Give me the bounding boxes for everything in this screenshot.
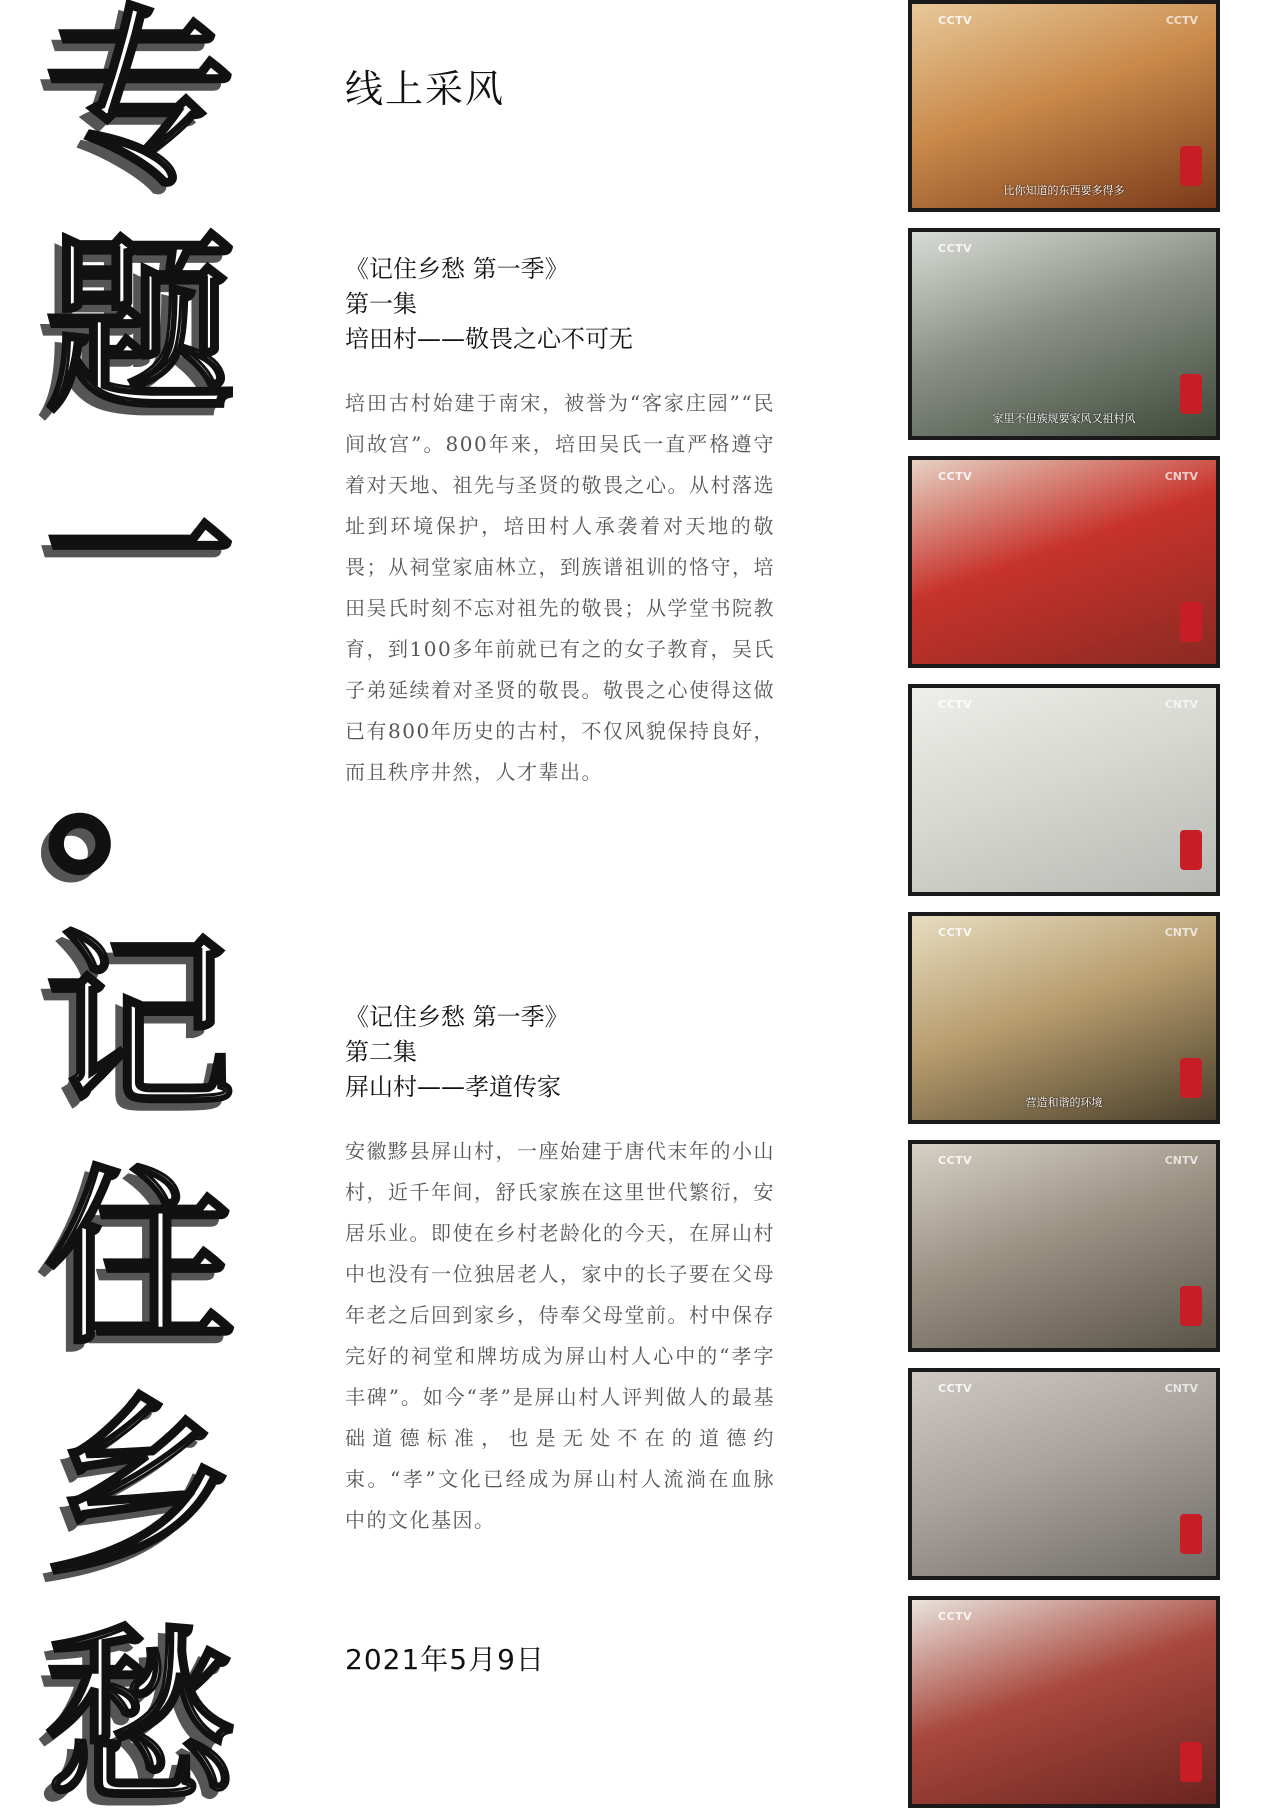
cctv-logo: CCTV	[938, 926, 973, 939]
cctv-logo: CCTV	[938, 242, 973, 255]
series-name: 《记住乡愁 第一季》	[345, 255, 569, 283]
video-thumbnail[interactable]	[908, 1596, 1220, 1808]
program-seal-icon	[1180, 830, 1202, 870]
episode-description: 培田古村始建于南宋，被誉为“客家庄园”“民间故宫”。800年来，培田吴氏一直严格遵守着对天地、祖先与圣贤的敬畏之心。从村落选址到环境保护，培田村人承袭着对天地的敬畏；从祠堂家庙林立，到族谱祖训的恪守，培田吴氏时刻不忘对祖先的敬畏；从学堂书院教育，到100多年前就已有之的女子教育，吴氏子弟延续着对圣贤的敬畏。敬畏之心使得这做已有800年历史的古村，不仅风貌保持良好，而且秩序井然，人才辈出。	[345, 391, 775, 784]
video-thumbnail[interactable]	[908, 228, 1220, 440]
title-char: 住	[44, 1149, 235, 1370]
video-thumbnail[interactable]	[908, 1368, 1220, 1580]
title-char: 乡	[44, 1379, 235, 1600]
program-seal-icon	[1180, 374, 1202, 414]
title-char: 题	[44, 217, 235, 438]
cntv-logo: CNTV	[1164, 1154, 1198, 1167]
cctv-logo: CCTV	[938, 698, 973, 711]
episode-title	[345, 252, 775, 357]
video-thumbnail[interactable]	[908, 0, 1220, 212]
episode-subtitle: 培田村——敬畏之心不可无	[345, 325, 633, 353]
vertical-title	[20, 0, 240, 1811]
video-thumbnail[interactable]	[908, 1140, 1220, 1352]
cntv-logo: CCTV	[1165, 14, 1198, 27]
title-char: 。	[44, 679, 235, 900]
program-seal-icon	[1180, 1742, 1202, 1782]
title-char: 记	[44, 914, 235, 1135]
cntv-logo: CNTV	[1164, 926, 1198, 939]
cntv-logo: CNTV	[1164, 698, 1198, 711]
program-seal-icon	[1180, 1286, 1202, 1326]
title-char: 一	[44, 445, 235, 666]
publish-date: 2021年5月9日	[345, 1643, 545, 1676]
video-thumbnail[interactable]	[908, 456, 1220, 668]
cctv-logo: CCTV	[938, 1610, 973, 1623]
episode-description: 安徽黟县屏山村，一座始建于唐代末年的小山村，近千年间，舒氏家族在这里世代繁衍，安居乐业。即使在乡村老龄化的今天，在屏山村中也没有一位独居老人，家中的长子要在父母年老之后回到家乡，侍奉父母堂前。村中保存完好的祠堂和牌坊成为屏山村人心中的“孝字丰碑”。如今“孝”是屏山村人评判做人的最基础道德标准，也是无处不在的道德约束。“孝”文化已经成为屏山村人流淌在血脉中的文化基因。	[345, 1139, 775, 1532]
video-caption: 营造和谐的环境	[1025, 1096, 1103, 1109]
cctv-logo: CCTV	[938, 14, 973, 27]
episode-number: 第一集	[345, 290, 417, 318]
video-caption: 比你知道的东西要多得多	[1003, 184, 1125, 197]
title-char: 专	[44, 0, 235, 210]
episode-block	[345, 252, 775, 793]
video-thumbnail[interactable]	[908, 912, 1220, 1124]
series-name: 《记住乡愁 第一季》	[345, 1003, 569, 1031]
episode-subtitle: 屏山村——孝道传家	[345, 1073, 561, 1101]
program-seal-icon	[1180, 1514, 1202, 1554]
title-char: 愁	[44, 1609, 235, 1811]
cntv-logo: CNTV	[1164, 1382, 1198, 1395]
video-caption: 家里不但族规要家风又祖村风	[992, 412, 1136, 425]
cctv-logo: CCTV	[938, 1382, 973, 1395]
video-thumbnail[interactable]	[908, 684, 1220, 896]
episode-block	[345, 1000, 775, 1541]
section-heading: 线上采风	[345, 67, 506, 111]
program-seal-icon	[1180, 146, 1202, 186]
cntv-logo: CNTV	[1164, 470, 1198, 483]
program-seal-icon	[1180, 602, 1202, 642]
program-seal-icon	[1180, 1058, 1202, 1098]
cctv-logo: CCTV	[938, 470, 973, 483]
episode-number: 第二集	[345, 1038, 417, 1066]
cctv-logo: CCTV	[938, 1154, 973, 1167]
episode-title	[345, 1000, 775, 1105]
